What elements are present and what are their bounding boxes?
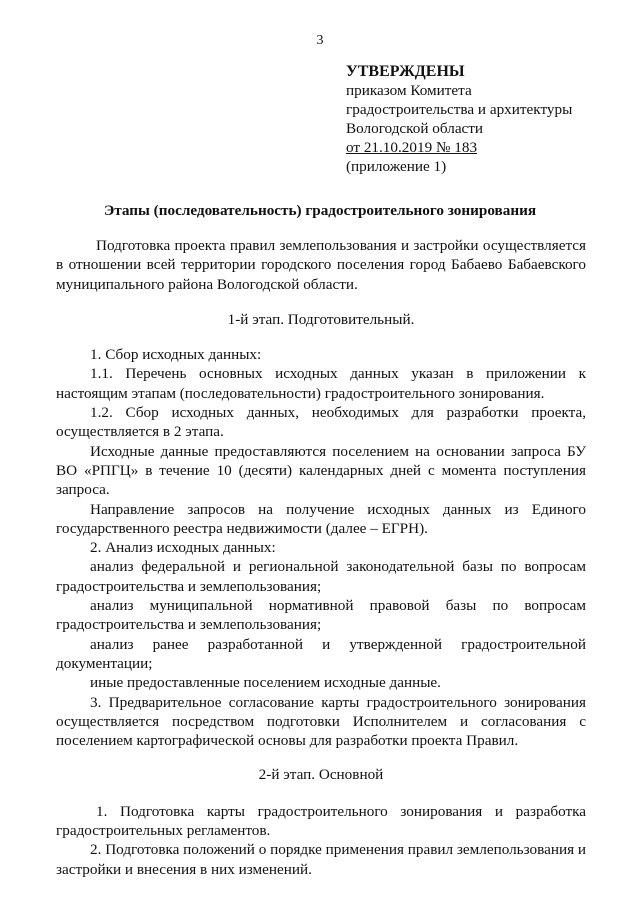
paragraph: иные предоставленные поселением исходные данные. [90, 674, 441, 692]
approval-line: приказом Комитета [346, 82, 472, 99]
approval-line: Вологодской области [346, 120, 484, 137]
document-title: Этапы (последовательность) градостроительного зонирования [103, 202, 537, 219]
document-body [56, 236, 586, 879]
stage1-heading: 1-й этап. Подготовительный. [227, 310, 415, 328]
stage2-heading: 2-й этап. Основной [258, 766, 384, 784]
paragraph: 1.1. Перечень основных исходных данных указан в приложении к настоящим этапам (последовательности) градостроительного зонирования. [56, 365, 586, 402]
approval-appendix: (приложение 1) [346, 158, 447, 175]
paragraph: 2. Анализ исходных данных: [90, 539, 276, 557]
paragraph: 1.2. Сбор исходных данных, необходимых для разработки проекта, осуществляется в 2 этапа. [56, 404, 586, 441]
paragraph: анализ ранее разработанной и утвержденной градостроительной документации; [56, 635, 586, 672]
paragraph: анализ федеральной и региональной законодательной базы по вопросам градостроительства и землепользования; [56, 558, 586, 595]
approval-order-date: от 21.10.2019 № 183 [346, 139, 478, 156]
paragraph: 3. Предварительное согласование карты градостроительного зонирования осуществляется посредством подготовки Исполнителем и согласования с поселением картографической основы для разработки проекта Правил. [56, 693, 586, 750]
paragraph: Направление запросов на получение исходных данных из Единого государственного реестра недвижимости (далее – ЕГРН). [56, 500, 586, 537]
paragraph: 2. Подготовка положений о порядке применения правил землепользования и застройки и внесения в них изменений. [56, 841, 586, 878]
paragraph: анализ муниципальной нормативной правовой базы по вопросам градостроительства и землепользования; [56, 597, 586, 634]
approval-stamp [346, 62, 572, 176]
paragraph: Исходные данные предоставляются поселением на основании запроса БУ ВО «РПГЦ» в течение 10 (десяти) календарных дней с момента поступления запроса. [56, 442, 586, 499]
approval-heading: УТВЕРЖДЕНЫ [346, 63, 465, 80]
intro-paragraph: Подготовка проекта правил землепользования и застройки осуществляется в отношении всей территории городского поселения город Бабаево Бабаевского муниципального района Вологодской области. [56, 237, 586, 293]
approval-line: градостроительства и архитектуры [346, 101, 573, 118]
paragraph: 1. Подготовка карты градостроительного зонирования и разработка градостроительных регламентов. [56, 802, 586, 840]
paragraph: 1. Сбор исходных данных: [90, 346, 262, 364]
page-number: 3 [316, 33, 324, 48]
